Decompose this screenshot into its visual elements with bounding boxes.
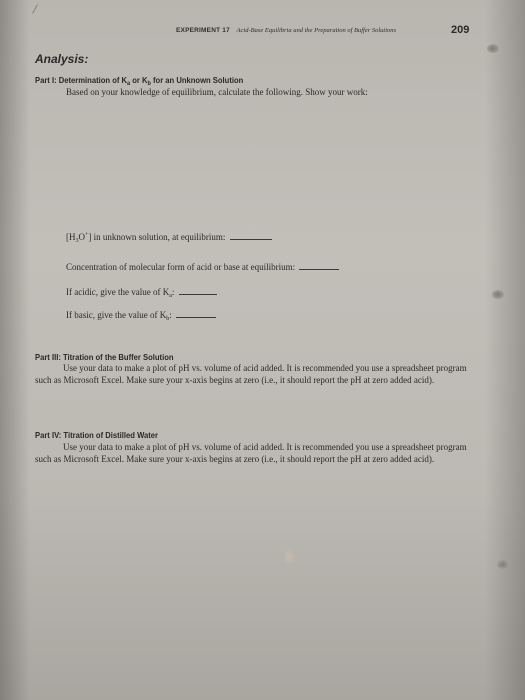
h3o-concentration-item [66,232,272,244]
concentration-answer-blank[interactable] [299,268,339,270]
concentration-item [66,262,339,272]
h3o-answer-blank[interactable] [230,238,272,240]
h3o-bracket-open: [H [66,232,76,242]
punch-hole [497,560,509,569]
kb-colon: : [169,310,172,320]
page-number: 209 [451,24,470,36]
punch-hole [487,44,499,53]
part3-title: Part III: Titration of the Buffer Solution [35,352,174,362]
kb-item [66,310,216,322]
part4-title: Part IV: Titration of Distilled Water [35,430,159,440]
ka-subscript: a [169,293,172,299]
part4-text-content: Use your data to make a plot of pH vs. volume of acid added. It is recommended you use a spreadsheet program such as Microsoft Excel. Make sure your x-axis begins at zero (i.e., it should report the pH at zero added acid). [35,442,467,464]
part1-title [35,75,243,87]
analysis-heading: Analysis: [35,52,89,66]
ka-answer-blank[interactable] [179,293,217,295]
part1-title-prefix: Part I: Determination of K [35,75,128,85]
punch-hole [492,290,504,299]
h3o-oxygen: O [78,232,85,242]
part3-text [35,363,480,386]
ka-label: If acidic, give the value of K [66,287,170,297]
page-shadow-left [0,0,30,700]
kb-answer-blank[interactable] [176,316,216,318]
running-header [176,27,491,34]
experiment-number: EXPERIMENT 17 [176,27,230,34]
part1-title-sub-b: b [147,81,151,87]
h3o-label-text: ] in unknown solution, at equilibrium: [88,232,226,242]
part4-text [35,442,480,465]
paper-smudge [284,550,294,564]
h3o-subscript: 3 [75,238,79,244]
part3-text-content: Use your data to make a plot of pH vs. volume of acid added. It is recommended you use a spreadsheet program such as Microsoft Excel. Make sure your x-axis begins at zero (i.e., it should report the pH at zero added acid). [35,363,467,385]
ka-item [66,287,217,299]
part1-title-or: or K [130,75,148,85]
kb-label: If basic, give the value of K [66,310,167,320]
kb-subscript: b [166,316,170,322]
part1-title-sub-a: a [127,81,131,87]
part1-instructions: Based on your knowledge of equilibrium, calculate the following. Show your work: [66,87,368,97]
running-title: Acid-Base Equilibria and the Preparation of Buffer Solutions [236,27,397,34]
concentration-label: Concentration of molecular form of acid or base at equilibrium: [66,262,296,272]
h3o-superscript: + [85,232,89,238]
pen-mark [32,4,45,17]
page-shadow-right [485,0,525,700]
part1-title-suffix: for an Unknown Solution [150,75,244,85]
ka-colon: : [171,287,175,297]
